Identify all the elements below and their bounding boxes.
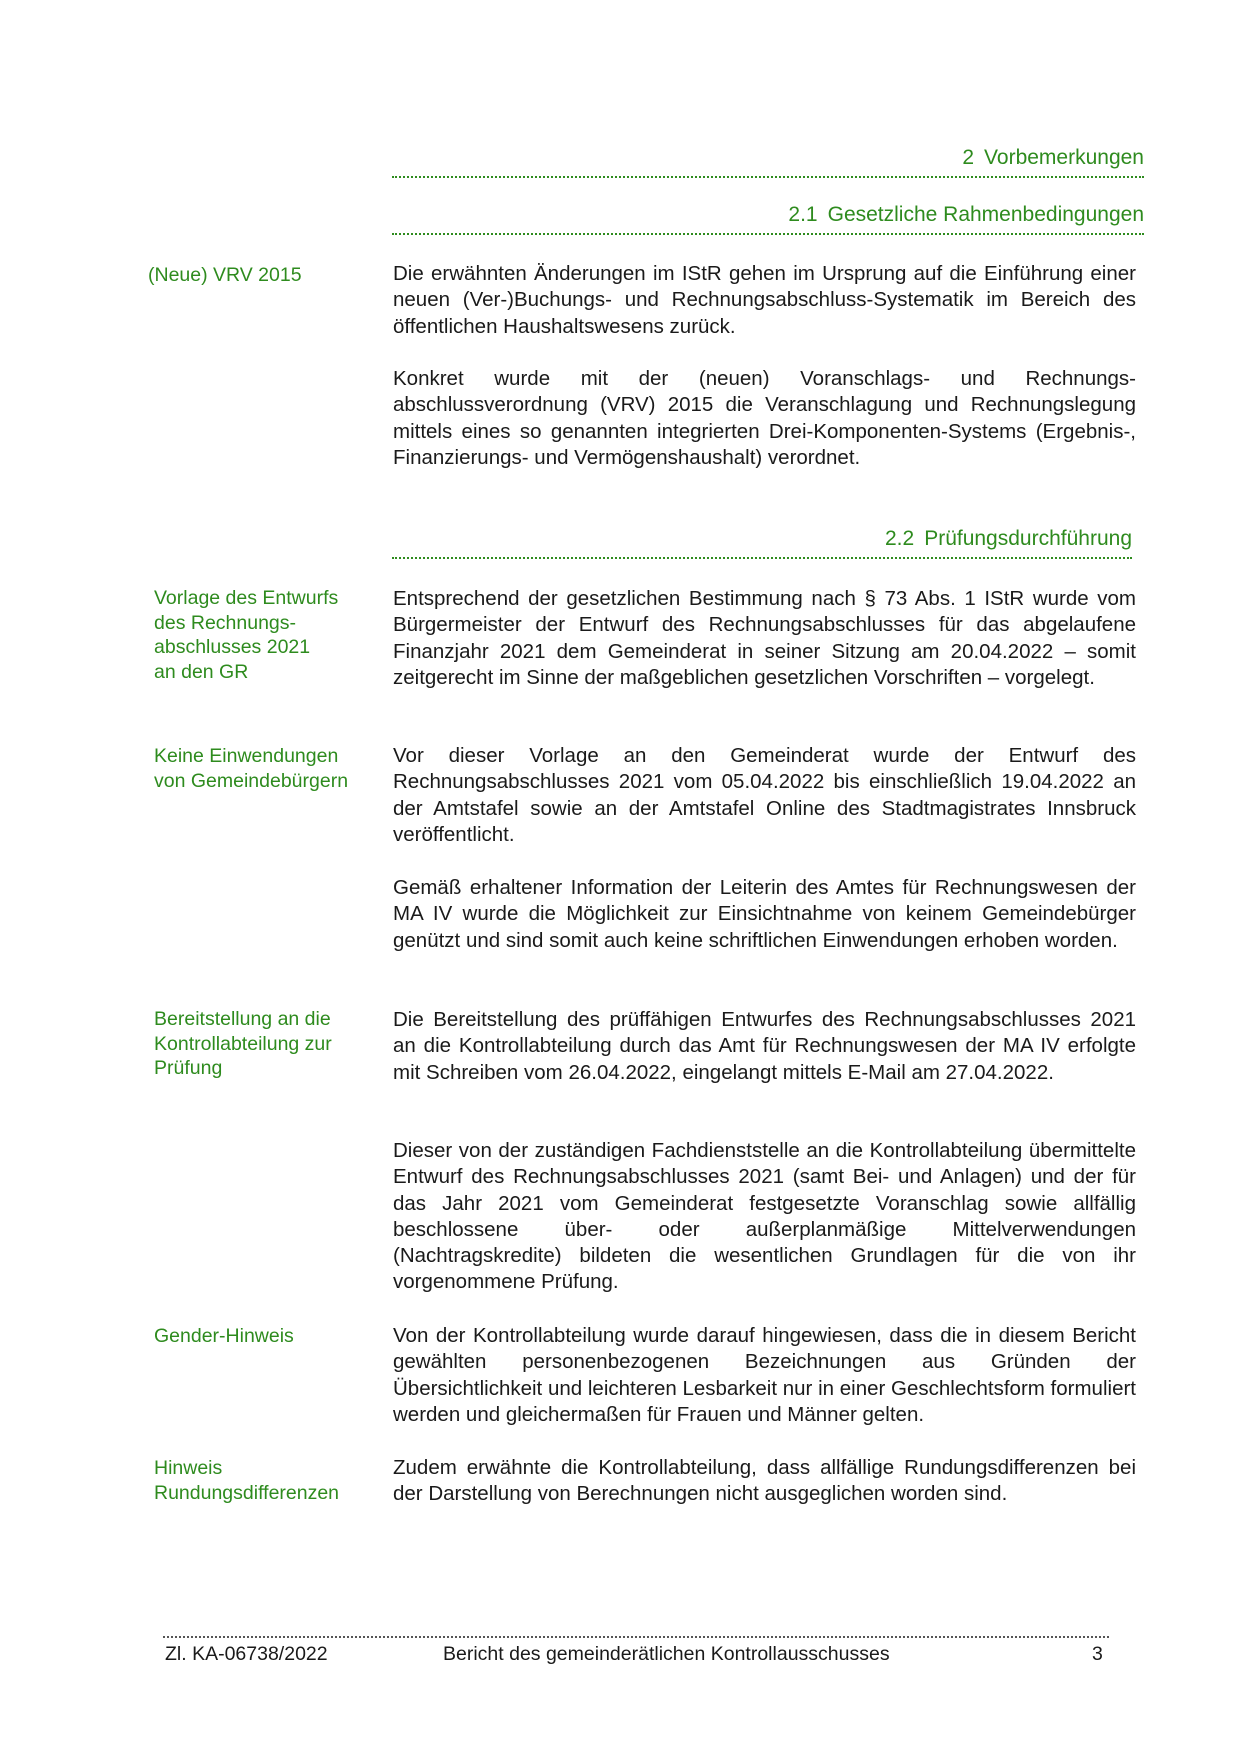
section-heading [392, 146, 1144, 178]
footer-divider [163, 1636, 1109, 1638]
subsection-heading-2-1 [392, 203, 1144, 235]
margin-note-vrv: (Neue) VRV 2015 [148, 264, 302, 286]
margin-note-einwendungen: Keine Einwendungen von Gemeindebürgern [154, 745, 349, 792]
paragraph: Gemäß erhaltener Information der Leiterin des Amtes für Rechnungswesen der MA IV wurde die Möglichkeit zur Einsichtnahme von keinem Gemeindebürger genützt und sind somit auch keine schriftlichen Einwendungen erhoben worden. [393, 876, 1136, 952]
footer-title: Bericht des gemeinderätlichen Kontrollausschusses [443, 1643, 890, 1665]
subsection-number: 2.2 [884, 527, 915, 550]
section-number: 2 [962, 146, 975, 169]
paragraph: Von der Kontrollabteilung wurde darauf hingewiesen, dass die in diesem Bericht gewählten personenbezogenen Bezeichnungen aus Gründen der Übersichtlichkeit und leichteren Lesbarkeit nur in einer Geschlechtsform formuliert werden und gleichermaßen für Frauen und Männer gelten. [393, 1324, 1136, 1426]
footer-reference: Zl. KA-06738/2022 [165, 1643, 328, 1665]
page-number: 3 [1092, 1643, 1103, 1665]
margin-note-gender: Gender-Hinweis [154, 1325, 294, 1347]
paragraph: Zudem erwähnte die Kontrollabteilung, dass allfällige Rundungsdifferenzen bei der Darstellung von Berechnungen nicht ausgeglichen worden sind. [393, 1456, 1136, 1506]
subsection-heading-2-2 [392, 527, 1132, 559]
paragraph: Die Bereitstellung des prüffähigen Entwurfes des Rechnungsabschlusses 2021 an die Kontrollabteilung durch das Amt für Rechnungswesen der MA IV erfolgte mit Schreiben vom 26.04.2022, eingelangt mittels E-Mail am 27.04.2022. [393, 1008, 1136, 1084]
paragraph: Konkret wurde mit der (neuen) Voranschlags- und Rechnungsabschlussverordnung (VRV) 2015 die Veranschlagung und Rechnungslegung mittels eines so genannten integrierten Drei-Komponenten-Systems (Ergebnis-, Finanzierungs- und Vermögenshaushalt) verordnet. [393, 367, 1136, 469]
section-title: Vorbemerkungen [984, 146, 1144, 169]
margin-note-bereitstellung: Bereitstellung an die Kontrollabteilung zur Prüfung [154, 1008, 332, 1079]
paragraph: Die erwähnten Änderungen im IStR gehen im Ursprung auf die Einführung einer neuen (Ver-)Buchungs- und Rechnungsabschluss-Systematik im Bereich des öffentlichen Haushaltswesens zurück. [393, 262, 1136, 338]
paragraph: Entsprechend der gesetzlichen Bestimmung nach § 73 Abs. 1 IStR wurde vom Bürgermeister der Entwurf des Rechnungsabschlusses für das abgelaufene Finanzjahr 2021 dem Gemeinderat in seiner Sitzung am 20.04.2022 – somit zeitgerecht im Sinne der maßgeblichen gesetzlichen Vorschriften – vorgelegt. [393, 587, 1136, 689]
subsection-title: Gesetzliche Rahmenbedingungen [827, 203, 1144, 226]
subsection-number: 2.1 [788, 203, 818, 226]
margin-note-vorlage: Vorlage des Entwurfs des Rechnungs- abschlusses 2021 an den GR [154, 587, 339, 683]
paragraph: Vor dieser Vorlage an den Gemeinderat wurde der Entwurf des Rechnungsabschlusses 2021 vom 05.04.2022 bis einschließlich 19.04.2022 an der Amtstafel sowie an der Amtstafel Online des Stadtmagistrates Innsbruck veröffentlicht. [393, 744, 1136, 846]
margin-note-rundung: Hinweis Rundungsdifferenzen [154, 1457, 340, 1504]
paragraph: Dieser von der zuständigen Fachdienststelle an die Kontrollabteilung übermittelte Entwurf des Rechnungsabschlusses 2021 (samt Bei- und Anlagen) und der für das Jahr 2021 vom Gemeinderat festgesetzte Voranschlag sowie allfällig beschlossene über- oder außerplanmäßige Mittelverwendungen (Nachtragskredite) bildeten die wesentlichen Grundlagen für die von ihr vorgenommene Prüfung. [393, 1139, 1136, 1294]
subsection-title: Prüfungsdurchführung [924, 527, 1132, 550]
